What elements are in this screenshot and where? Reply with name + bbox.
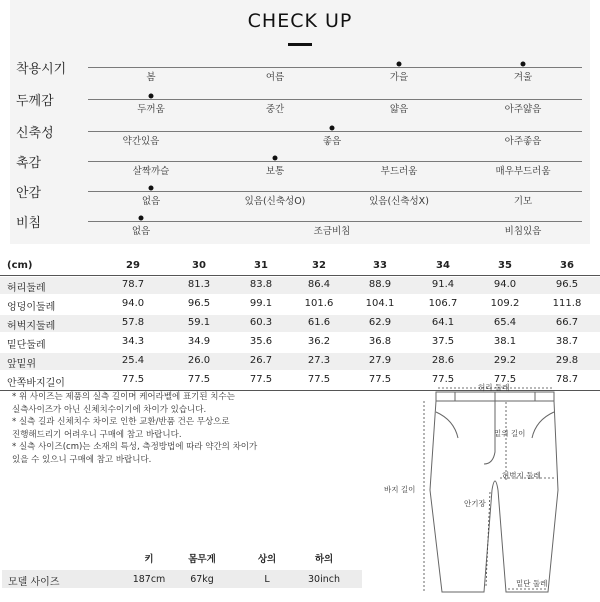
measure-label: 밑단둘레 xyxy=(7,340,46,351)
model-size-row xyxy=(2,570,362,588)
label-inseam: 안기장 xyxy=(464,499,486,508)
checkup-option: 중간 xyxy=(265,104,285,115)
size-cell: 38.7 xyxy=(555,336,579,347)
size-cell: 81.3 xyxy=(187,279,211,290)
size-cell: 61.6 xyxy=(307,317,331,328)
size-cell: 34.9 xyxy=(187,336,211,347)
size-cell: 77.5 xyxy=(493,374,517,385)
size-cell: 96.5 xyxy=(187,298,211,309)
label-thigh: 허벅지 둘레 xyxy=(502,471,541,480)
label-waist: 허리 둘레 xyxy=(478,383,510,392)
checkup-label: 안감 xyxy=(16,186,42,201)
note-line: 실측사이즈가 아닌 신체치수이기에 차이가 있습니다. xyxy=(12,404,207,415)
size-table-row xyxy=(0,334,600,351)
size-cell: 36.8 xyxy=(368,336,392,347)
label-length: 바지 길이 xyxy=(384,485,416,494)
size-cell: 101.6 xyxy=(304,298,334,309)
size-column-header: 36 xyxy=(560,260,574,271)
checkup-label: 비침 xyxy=(16,216,42,231)
measure-label: 안쪽바지길이 xyxy=(7,378,65,389)
size-cell: 62.9 xyxy=(368,317,392,328)
measure-label: 엉덩이둘레 xyxy=(7,302,56,313)
measure-label: 허리둘레 xyxy=(7,283,46,294)
checkup-option: 비침있음 xyxy=(504,226,542,237)
model-weight: 67kg xyxy=(190,574,214,585)
label-rise: 밑위 길이 xyxy=(494,429,526,438)
size-cell: 77.5 xyxy=(249,374,273,385)
size-cell: 60.3 xyxy=(249,317,273,328)
size-column-header: 34 xyxy=(436,260,450,271)
size-cell: 77.5 xyxy=(187,374,211,385)
size-cell: 28.6 xyxy=(431,355,455,366)
measure-label: 앞밑위 xyxy=(7,359,36,370)
size-cell: 94.0 xyxy=(121,298,145,309)
size-cell: 57.8 xyxy=(121,317,145,328)
size-cell: 86.4 xyxy=(307,279,331,290)
size-table-row xyxy=(0,315,600,332)
checkup-option: 겨울 xyxy=(513,72,533,83)
checkup-option: 있음(신축성X) xyxy=(369,196,429,207)
size-cell: 38.1 xyxy=(493,336,517,347)
size-cell: 35.6 xyxy=(249,336,273,347)
checkup-option: 두꺼움 xyxy=(137,104,165,115)
model-size-table xyxy=(2,551,362,591)
checkup-option: 보통 xyxy=(265,166,285,177)
size-cell: 78.7 xyxy=(555,374,579,385)
size-column-header: 29 xyxy=(126,260,140,271)
checkup-option: 가을 xyxy=(389,72,409,83)
checkup-option: 약간있음 xyxy=(122,136,160,147)
size-cell: 36.2 xyxy=(307,336,331,347)
size-cell: 26.7 xyxy=(249,355,273,366)
checkup-option: 조금비침 xyxy=(313,226,351,237)
selected-marker-icon xyxy=(397,62,402,67)
checkup-label: 촉감 xyxy=(16,156,42,171)
note-line: * 실측 사이즈(cm)는 소재의 특성, 측정방법에 따라 약간의 차이가 xyxy=(12,442,258,453)
checkup-option: 매우부드러움 xyxy=(495,166,551,177)
checkup-option: 여름 xyxy=(265,72,285,83)
size-column-header: 33 xyxy=(373,260,387,271)
size-cell: 77.5 xyxy=(307,374,331,385)
size-cell: 99.1 xyxy=(249,298,273,309)
size-cell: 34.3 xyxy=(121,336,145,347)
note-line: * 위 사이즈는 제품의 실측 길이며 케어라벨에 표기된 치수는 xyxy=(12,392,235,402)
size-table-row xyxy=(0,353,600,370)
size-table-header xyxy=(0,258,600,276)
checkup-option: 살짝까슬 xyxy=(132,166,170,177)
size-column-header: 31 xyxy=(254,260,268,271)
selected-marker-icon xyxy=(149,94,154,99)
size-cell: 26.0 xyxy=(187,355,211,366)
checkup-label: 두께감 xyxy=(16,94,54,109)
checkup-scale-line xyxy=(88,131,582,132)
checkup-title: CHECK UP xyxy=(247,10,353,32)
model-header-bottom: 하의 xyxy=(314,554,334,565)
checkup-scale-line xyxy=(88,191,582,192)
checkup-option: 없음 xyxy=(141,196,161,207)
size-cell: 29.2 xyxy=(493,355,517,366)
size-cell: 27.9 xyxy=(368,355,392,366)
size-column-header: 32 xyxy=(312,260,326,271)
size-cell: 111.8 xyxy=(552,298,582,309)
title-underline xyxy=(288,43,312,46)
size-notes xyxy=(12,391,372,467)
measure-label: 허벅지둘레 xyxy=(7,321,56,332)
size-cell: 66.7 xyxy=(555,317,579,328)
size-column-header: 35 xyxy=(498,260,512,271)
model-header-weight: 몸무게 xyxy=(188,554,216,565)
selected-marker-icon xyxy=(139,216,144,221)
checkup-label: 착용시기 xyxy=(16,62,67,77)
model-top-size: L xyxy=(264,574,270,585)
label-hem: 밑단 둘레 xyxy=(516,579,548,588)
model-size-label: 모델 사이즈 xyxy=(8,577,60,588)
checkup-option: 부드러움 xyxy=(380,166,418,177)
unit-label: (cm) xyxy=(7,260,33,271)
checkup-scale-line xyxy=(88,67,582,68)
note-line: 진행해드리기 어려우니 구매에 참고 바랍니다. xyxy=(12,429,182,440)
size-cell: 109.2 xyxy=(490,298,520,309)
size-cell: 65.4 xyxy=(493,317,517,328)
checkup-label: 신축성 xyxy=(16,126,54,141)
checkup-option: 없음 xyxy=(131,226,151,237)
size-table-row xyxy=(0,296,600,313)
size-cell: 25.4 xyxy=(121,355,145,366)
size-cell: 77.5 xyxy=(121,374,145,385)
size-table-row xyxy=(0,277,600,294)
selected-marker-icon xyxy=(273,156,278,161)
selected-marker-icon xyxy=(330,126,335,131)
checkup-scale-line xyxy=(88,161,582,162)
checkup-panel xyxy=(10,0,590,244)
note-line: * 실측 길과 신체치수 차이로 인한 교환/반품 건은 무상으로 xyxy=(12,417,230,428)
size-cell: 59.1 xyxy=(187,317,211,328)
model-bottom-size: 30inch xyxy=(308,574,340,585)
size-cell: 29.8 xyxy=(555,355,579,366)
model-header-top: 상의 xyxy=(257,554,277,565)
selected-marker-icon xyxy=(521,62,526,67)
checkup-option: 기모 xyxy=(513,196,533,207)
checkup-option: 아주얇음 xyxy=(504,104,542,115)
checkup-scale-line xyxy=(88,221,582,222)
size-cell: 37.5 xyxy=(431,336,455,347)
size-cell: 64.1 xyxy=(431,317,455,328)
checkup-option: 있음(신축성O) xyxy=(244,196,306,207)
selected-marker-icon xyxy=(149,186,154,191)
checkup-option: 봄 xyxy=(146,72,156,83)
checkup-option: 좋음 xyxy=(322,136,342,147)
note-line: 있을 수 있으니 구매에 참고 바랍니다. xyxy=(12,454,152,465)
checkup-scale-line xyxy=(88,99,582,100)
model-header-height: 키 xyxy=(144,554,154,565)
size-cell: 83.8 xyxy=(249,279,273,290)
size-cell: 106.7 xyxy=(428,298,458,309)
size-column-header: 30 xyxy=(192,260,206,271)
size-cell: 88.9 xyxy=(368,279,392,290)
size-cell: 94.0 xyxy=(493,279,517,290)
size-cell: 104.1 xyxy=(365,298,395,309)
checkup-option: 얇음 xyxy=(389,104,409,115)
size-cell: 77.5 xyxy=(431,374,455,385)
pants-measure-diagram xyxy=(380,380,590,598)
size-cell: 27.3 xyxy=(307,355,331,366)
size-cell: 78.7 xyxy=(121,279,145,290)
size-cell: 91.4 xyxy=(431,279,455,290)
size-cell: 96.5 xyxy=(555,279,579,290)
checkup-option: 아주좋음 xyxy=(504,136,542,147)
model-height: 187cm xyxy=(132,574,166,585)
size-cell: 77.5 xyxy=(368,374,392,385)
